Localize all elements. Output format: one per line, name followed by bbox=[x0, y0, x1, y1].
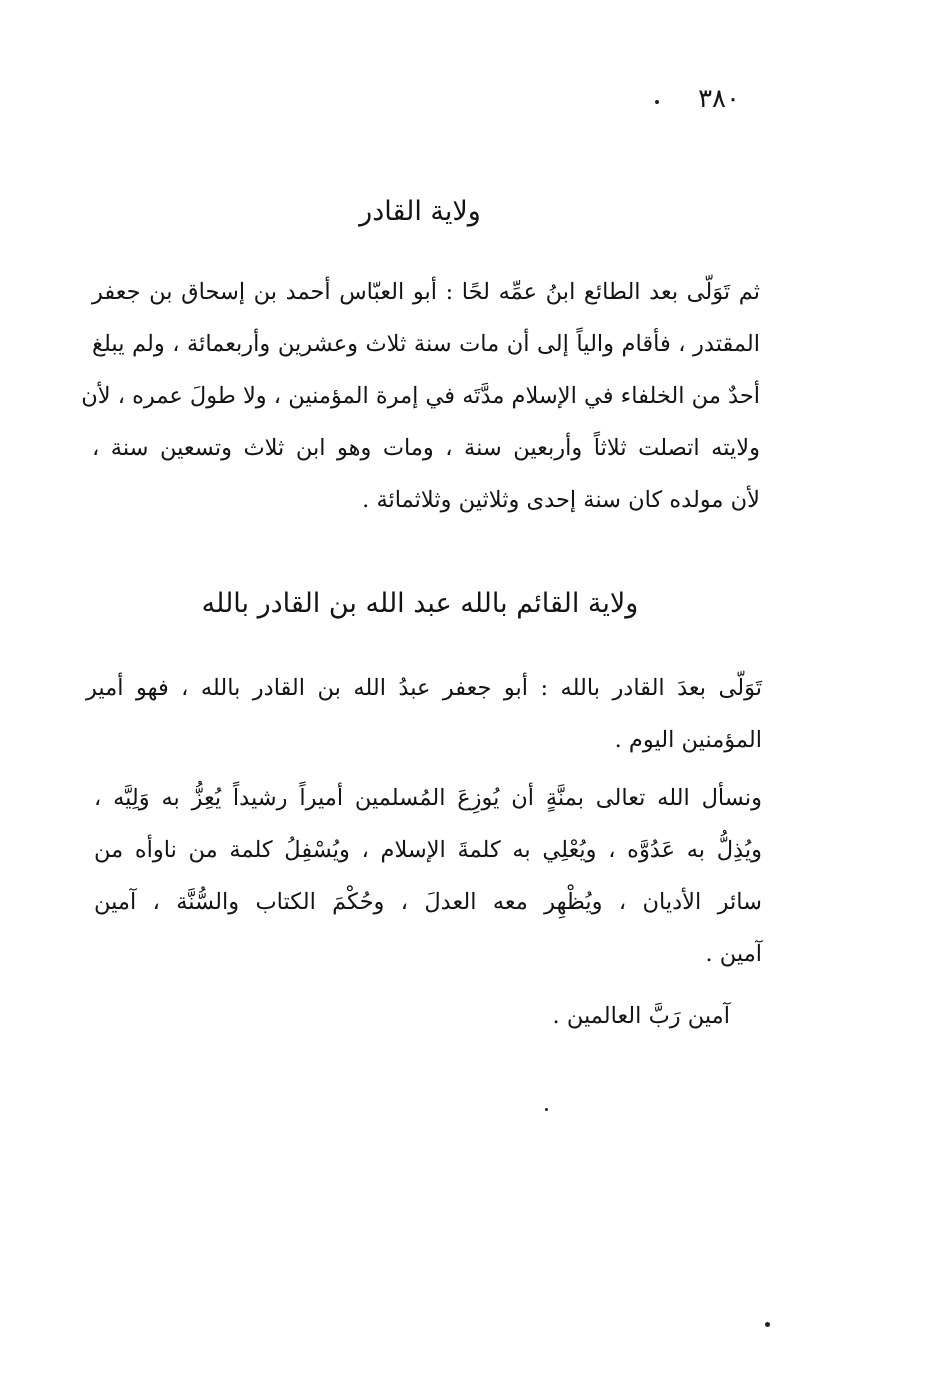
text-line: أحدٌ من الخلفاء في الإسلام مدَّتَه في إمرة المؤمنين ، ولا طولَ عمره ، لأن bbox=[81, 383, 760, 409]
paragraph-closing-amen bbox=[200, 990, 730, 1042]
page-number: ٣٨٠ bbox=[698, 84, 740, 114]
text-line: المقتدر ، فأقام والياً إلى أن مات سنة ثلاث وعشرين وأربعمائة ، ولم يبلغ bbox=[92, 331, 760, 357]
text-line: آمين . bbox=[705, 941, 762, 967]
text-line: سائر الأديان ، ويُظْهِر معه العدلَ ، وحُكْمَ الكتاب والسُّنَّة ، آمين bbox=[94, 889, 762, 915]
text-line: تَوَلّى بعدَ القادر بالله : أبو جعفر عبدُ الله بن القادر بالله ، فهو أمير bbox=[86, 675, 762, 701]
scan-speck bbox=[655, 100, 659, 104]
text-line: ثم تَوَلّى بعد الطائع ابنُ عمِّه لحًا : أبو العبّاس أحمد بن إسحاق بن جعفر bbox=[92, 279, 760, 305]
section-heading-al-qaim: ولاية القائم بالله عبد الله بن القادر بالله bbox=[201, 588, 639, 619]
paragraph-al-qadir bbox=[81, 266, 760, 526]
text-line: آمين رَبَّ العالمين . bbox=[552, 1003, 730, 1029]
paragraph-supplication bbox=[94, 772, 762, 980]
text-line: ولايته اتصلت ثلاثاً وأربعين سنة ، ومات وهو ابن ثلاث وتسعين سنة ، bbox=[92, 435, 760, 461]
text-line: ونسأل الله تعالى بمنَّةٍ أن يُوزِعَ المُسلمين أميراً رشيداً يُعِزُّ به وَلِيَّه ، bbox=[94, 785, 762, 811]
scan-speck bbox=[545, 1108, 548, 1111]
section-heading-al-qadir: ولاية القادر bbox=[359, 196, 481, 227]
scan-speck bbox=[765, 1322, 770, 1327]
text-line: لأن مولده كان سنة إحدى وثلاثين وثلاثمائة . bbox=[362, 487, 760, 513]
text-line: المؤمنين اليوم . bbox=[614, 727, 762, 753]
paragraph-al-qaim-succession bbox=[86, 662, 762, 766]
text-line: ويُذِلُّ به عَدُوَّه ، ويُعْلِي به كلمةَ الإسلام ، ويُسْفِلُ كلمة من ناوأه من bbox=[94, 837, 762, 863]
